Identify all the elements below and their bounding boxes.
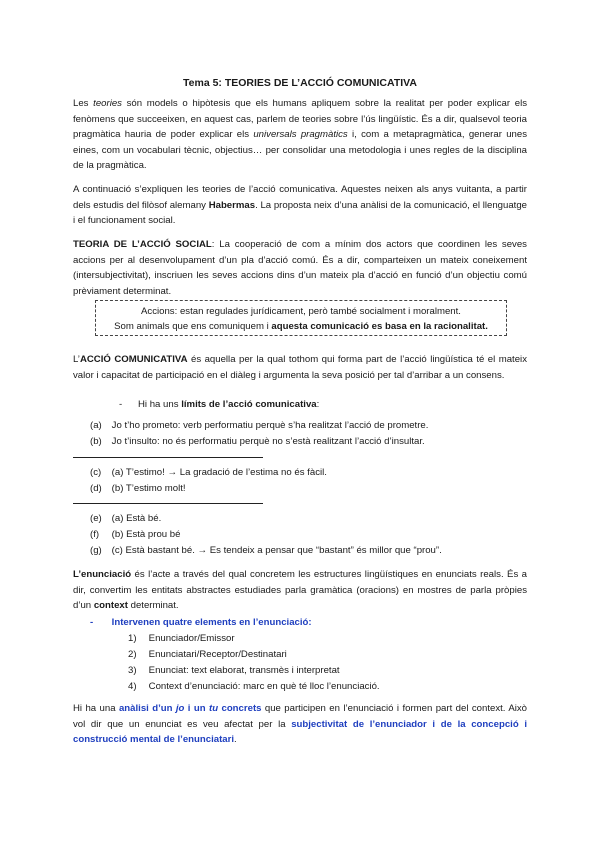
- enunciation-paragraph: [73, 567, 527, 614]
- separator-line: [73, 503, 263, 504]
- text-run: .: [234, 734, 237, 746]
- example-g: [90, 544, 442, 558]
- list-text: Enunciador/Emissor: [148, 633, 235, 644]
- text-run: A continuació s’expliquen les teories de l’acció comunicativa. Aquestes neixen als anys vuitanta, a partir dels estudis del filòsof alemany: [73, 184, 527, 211]
- example-d: [90, 482, 186, 496]
- text-run-bold: límits de l’acció comunicativa: [181, 399, 317, 410]
- list-number: 4): [128, 681, 137, 692]
- text-run: Les: [73, 98, 94, 109]
- text-run: : La cooperació de com a mínim dos actors que coordinen les seves accions per al desenvolupament d’un pla d’acció comú. És a dir, comparteixen un mateix coneixement (intersubjectivitat), inscriuen les seves accions dins d’un mateix pla d’acció en funció d’un objectiu comú prèviament determinat.: [73, 239, 527, 297]
- example-text: Jo t’insulto: no és performatiu perquè no s’està realitzant l’acció d’insultar.: [111, 436, 425, 447]
- example-text: (c) Està bastant bé. → Es tendeix a pensar que “bastant” és millor que “prou”.: [111, 545, 442, 556]
- example-label: (g): [90, 545, 102, 556]
- text-run-bold: Habermas: [208, 199, 256, 211]
- text-run: Som animals que ens comuniquem i: [114, 321, 272, 332]
- page-title: Tema 5: TEORIES DE L’ACCIÓ COMUNICATIVA: [183, 77, 417, 89]
- list-text: Enunciatari/Receptor/Destinatari: [148, 649, 287, 660]
- text-run: és aquella per la qual tothom qui forma part de l’acció lingüística té el mateix valor i capacitat de participació en el diàleg i argumenta la seva posició per tal d’arribar a un consens.: [73, 354, 527, 381]
- example-b: [90, 435, 425, 449]
- actions-callout-box: [95, 300, 507, 336]
- section-term: TEORIA DE L’ACCIÓ SOCIAL: [73, 239, 212, 250]
- callout-line-2: [96, 319, 506, 334]
- text-run: :: [316, 399, 320, 410]
- habermas-paragraph: [73, 182, 527, 229]
- example-a: [90, 419, 428, 433]
- list-item: [128, 648, 287, 662]
- bullet-dash: -: [119, 399, 123, 410]
- social-action-paragraph: [73, 237, 527, 299]
- text-run: són models o hipòtesis que els humans apliquem sobre la realitat per poder explicar els fenòmens que succeeixen, en aquest cas, parlem de teories sobre l’ús lingüístic. És a dir, qualsevol teoria pragmàtica hauria de poder explicar els: [73, 98, 527, 141]
- example-label: (e): [90, 513, 102, 524]
- text-run: Hi ha una: [73, 703, 119, 714]
- example-e: [90, 512, 161, 526]
- list-text: Enunciat: text elaborat, transmès i interpretat: [148, 665, 340, 676]
- section-term: L’enunciació: [73, 569, 132, 580]
- section-term: ACCIÓ COMUNICATIVA: [79, 354, 188, 365]
- example-text: (a) T’estimo! → La gradació de l’estima no és fàcil.: [111, 467, 327, 478]
- text-run: Hi ha uns: [138, 399, 182, 410]
- example-text: (b) T’estimo molt!: [111, 483, 186, 494]
- example-label: (f): [90, 529, 100, 540]
- communicative-action-paragraph: [73, 352, 527, 383]
- list-item: [128, 664, 340, 678]
- limits-bullet: [119, 398, 319, 412]
- list-number: 1): [128, 633, 137, 644]
- highlight-text: subjectivitat de l’enunciador i de la concepció i construcció mental de l’enunciatari: [73, 718, 527, 746]
- text-run-italic: universals pragmàtics: [253, 129, 348, 141]
- text-run: determinat.: [127, 600, 179, 612]
- text-run-italic: teories: [93, 98, 122, 109]
- example-text: Jo t’ho prometo: verb performatiu perquè s’ha realitzat l’acció de prometre.: [111, 420, 429, 431]
- text-run: L’: [73, 354, 80, 365]
- text-run-bold: context: [93, 600, 128, 612]
- elements-heading-text: Intervenen quatre elements en l’enunciació:: [111, 617, 312, 628]
- list-number: 2): [128, 649, 137, 660]
- subjectivity-paragraph: [73, 701, 527, 748]
- example-label: (b): [90, 436, 102, 447]
- bullet-dash: -: [90, 617, 94, 628]
- highlight-text: i un: [184, 703, 210, 714]
- highlight-text: anàlisi d’un: [118, 703, 176, 714]
- text-run-bold: aquesta comunicació es basa en la racionalitat.: [271, 321, 488, 332]
- example-text: (b) Està prou bé: [111, 529, 181, 540]
- list-item: [128, 632, 235, 646]
- example-f: [90, 528, 180, 542]
- list-text: Context d’enunciació: marc en què té lloc l’enunciació.: [148, 681, 380, 692]
- highlight-text: concrets: [218, 703, 262, 714]
- text-run: . La proposta neix d’una anàlisi de la comunicació, el llenguatge i el funcionament social.: [73, 199, 528, 227]
- text-run: és l’acte a través del qual concretem les estructures lingüístiques en enunciats reals. És a dir, convertim les entitats abstractes estudiades parla gramàtica (oracions) en mostres de parla pròpies d’un: [73, 569, 527, 612]
- list-number: 3): [128, 665, 137, 676]
- example-label: (d): [90, 483, 102, 494]
- highlight-text-italic: tu: [209, 703, 219, 714]
- example-label: (c): [90, 467, 102, 478]
- highlight-text-italic: jo: [175, 703, 185, 714]
- text-run: i, com a metapragmàtica, generar unes eines, com un vocabulari tècnic, objectius… per consolidar una metodologia i unes regles de la disciplina de la pragmàtica.: [73, 129, 527, 172]
- text-run: que participen en l’enunciació i formen part del context. Això vol dir que un enunciat es veu afectat per la: [73, 703, 527, 730]
- callout-line-1: Accions: estan regulades jurídicament, però també socialment i moralment.: [141, 306, 461, 317]
- example-text: (a) Està bé.: [111, 513, 162, 524]
- example-c: [90, 466, 327, 480]
- elements-heading: [90, 616, 312, 630]
- example-label: (a): [90, 420, 102, 431]
- list-item: [128, 680, 380, 694]
- intro-paragraph: [73, 96, 527, 174]
- separator-line: [73, 457, 263, 458]
